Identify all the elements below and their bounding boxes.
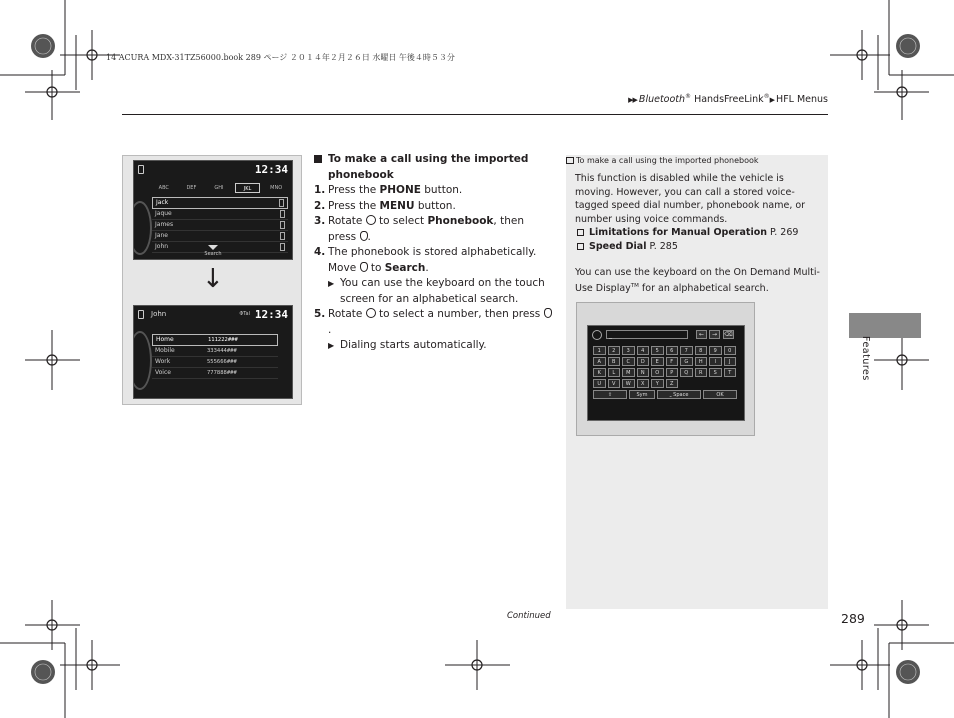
- status-indicator: ΦTal: [239, 311, 250, 317]
- step-text: to select a number, then press: [375, 308, 544, 320]
- keyboard-bottom-row: [593, 390, 741, 399]
- keyboard-row: [593, 379, 741, 388]
- cursor-left-button[interactable]: ←: [696, 330, 707, 339]
- keyboard-key[interactable]: 3: [622, 346, 635, 355]
- symbol-button[interactable]: Sym: [629, 390, 655, 399]
- list-item[interactable]: [152, 220, 288, 231]
- alphabet-tab[interactable]: JKL: [235, 183, 261, 193]
- keyboard-key[interactable]: P: [666, 368, 679, 377]
- number-type-label: Voice: [155, 369, 171, 376]
- step-3: [314, 214, 554, 245]
- number-type-label: Home: [156, 336, 174, 343]
- phone-icon: [138, 165, 144, 174]
- step-4-note: [314, 276, 554, 307]
- step-5: [314, 307, 554, 338]
- alphabet-tab[interactable]: GHI: [214, 185, 224, 191]
- keyboard-key[interactable]: O: [651, 368, 664, 377]
- header-rule: [122, 114, 828, 115]
- keyboard-key[interactable]: A: [593, 357, 606, 366]
- ok-button[interactable]: OK: [703, 390, 737, 399]
- phonebook-label: Phonebook: [427, 215, 494, 227]
- step-number: 1.: [314, 184, 326, 196]
- step-1: [314, 183, 554, 199]
- interface-dial-rotate-icon: [366, 308, 376, 318]
- table-row[interactable]: [152, 346, 278, 357]
- keyboard-key[interactable]: C: [622, 357, 635, 366]
- keyboard-key[interactable]: 7: [680, 346, 693, 355]
- keyboard-row: [593, 346, 741, 355]
- list-item[interactable]: [152, 231, 288, 242]
- step-number: 4.: [314, 246, 326, 258]
- keyboard-key[interactable]: R: [695, 368, 708, 377]
- keyboard-key[interactable]: E: [651, 357, 664, 366]
- keyboard-key[interactable]: G: [680, 357, 693, 366]
- step-number: 2.: [314, 199, 326, 212]
- sidebar-body: [575, 172, 820, 295]
- table-row[interactable]: [152, 357, 278, 368]
- reference-limitations[interactable]: [575, 226, 820, 240]
- phone-icon: [138, 310, 144, 319]
- keyboard-row: [593, 357, 741, 366]
- instructions-heading: To make a call using the imported phonebook: [314, 152, 554, 183]
- interface-dial-rotate-icon: [366, 215, 376, 225]
- note-marker-icon: [566, 157, 574, 164]
- keyboard-key[interactable]: F: [666, 357, 679, 366]
- alphabet-tabs: [152, 183, 288, 193]
- interface-dial-press-icon: [544, 308, 552, 318]
- step-text: Rotate: [328, 215, 366, 227]
- phone-number: 333444###: [207, 348, 237, 354]
- sidebar-text: for an alphabetical search.: [638, 282, 769, 294]
- clock: 12:34: [254, 163, 288, 176]
- step-text: .: [328, 323, 332, 336]
- search-label: Search: [384, 261, 426, 274]
- reference-title: Limitations for Manual Operation: [589, 227, 767, 238]
- sidebar-paragraph: [575, 266, 820, 295]
- keyboard-key[interactable]: Y: [651, 379, 664, 388]
- keyboard-key[interactable]: W: [622, 379, 635, 388]
- phone-number: 777888###: [207, 370, 237, 376]
- keyboard-toolbar: [592, 330, 740, 340]
- keyboard-key[interactable]: 6: [666, 346, 679, 355]
- registered-mark: ®: [685, 93, 692, 100]
- delete-button[interactable]: ⌫: [724, 331, 733, 338]
- section-thumb-tab: [849, 313, 921, 338]
- contact-name: Jane: [155, 232, 168, 239]
- keyboard-key[interactable]: Q: [680, 368, 693, 377]
- phone-number: 111222###: [208, 337, 238, 343]
- menu-button-label: MENU: [379, 199, 415, 212]
- number-type-label: Mobile: [155, 347, 175, 354]
- keyboard-key[interactable]: H: [695, 357, 708, 366]
- step-text: to select: [375, 215, 428, 227]
- down-arrow-icon: ↓: [202, 264, 224, 294]
- step-text: .: [425, 261, 429, 274]
- keyboard-key[interactable]: X: [637, 379, 650, 388]
- step-text: , then press: [328, 215, 524, 243]
- keyboard-key[interactable]: 1: [593, 346, 606, 355]
- breadcrumb-sep: ▶: [769, 96, 775, 105]
- step-text: Press the: [328, 184, 380, 196]
- breadcrumb-bluetooth: Bluetooth: [638, 94, 686, 106]
- phonebook-icon: [592, 330, 602, 340]
- contact-detail-screen: [133, 305, 293, 399]
- phone-button-label: PHONE: [379, 184, 421, 196]
- phone-number: 555666###: [207, 359, 237, 365]
- keyboard-key[interactable]: 4: [637, 346, 650, 355]
- number-type-label: Work: [155, 358, 171, 365]
- keyboard-key[interactable]: Z: [666, 379, 679, 388]
- reference-page: P. 285: [646, 240, 678, 252]
- step-number: 3.: [314, 215, 326, 227]
- reference-speed-dial[interactable]: [575, 240, 820, 254]
- step-5-note: [314, 338, 554, 354]
- alphabet-tab[interactable]: MNO: [270, 185, 283, 191]
- dial-knob-graphic: [133, 331, 152, 390]
- sidebar-paragraph: This function is disabled while the vehicle is moving. However, you can call a stored voice-tagged speed dial number, phonebook name, or number using voice commands.: [575, 173, 806, 225]
- clock: 12:34: [254, 308, 288, 321]
- step-text: button.: [414, 199, 456, 212]
- section-tab-label: Features: [860, 336, 871, 381]
- keyboard-key[interactable]: M: [622, 368, 635, 377]
- keyboard-key[interactable]: T: [724, 368, 737, 377]
- contact-name: John: [155, 243, 169, 250]
- reference-title: Speed Dial: [589, 240, 647, 252]
- keyboard-key[interactable]: V: [608, 379, 621, 388]
- note-text: You can use the keyboard on the touch screen for an alphabetical search.: [340, 277, 545, 305]
- step-text: Press the: [328, 199, 380, 212]
- keyboard-key[interactable]: N: [637, 368, 650, 377]
- phone-icon: [280, 232, 285, 240]
- step-number: 5.: [314, 308, 326, 320]
- note-text: Dialing starts automatically.: [340, 339, 487, 351]
- keyboard-key[interactable]: S: [709, 368, 722, 377]
- shift-button[interactable]: ⇧: [593, 390, 627, 399]
- alphabet-tab[interactable]: DEF: [186, 185, 197, 191]
- breadcrumb-prefix: ▶▶: [628, 96, 637, 105]
- phone-icon: [280, 221, 285, 229]
- note-arrow-icon: ▶: [328, 341, 335, 350]
- table-row[interactable]: [152, 368, 278, 379]
- keyboard-key[interactable]: D: [637, 357, 650, 366]
- phone-icon: [280, 210, 285, 218]
- step-text: .: [367, 230, 371, 243]
- keyboard-key[interactable]: J: [724, 357, 737, 366]
- keyboard-key[interactable]: B: [608, 357, 621, 366]
- table-row[interactable]: [152, 334, 278, 346]
- interface-dial-move-icon: [360, 262, 368, 272]
- keyboard-key[interactable]: L: [608, 368, 621, 377]
- space-button[interactable]: ⎵ Space: [657, 390, 701, 399]
- keyboard-screen: [587, 325, 745, 421]
- interface-dial-press-icon: [360, 231, 368, 241]
- step-4: [314, 245, 554, 276]
- search-input[interactable]: _: [606, 330, 688, 339]
- step-text: The phonebook is stored alphabetically. Move: [328, 246, 537, 274]
- phonebook-list-screen: [133, 160, 293, 260]
- alphabet-tab[interactable]: ABC: [158, 185, 169, 191]
- breadcrumb-hfl: HandsFreeLink: [691, 94, 764, 106]
- sidebar-title-text: To make a call using the imported phonebook: [576, 156, 759, 165]
- reference-page: P. 269: [767, 227, 799, 238]
- contact-name: Jack: [156, 199, 169, 206]
- instructions: [314, 152, 554, 354]
- keyboard-key[interactable]: 9: [709, 346, 722, 355]
- contact-numbers: [152, 334, 278, 379]
- note-arrow-icon: ▶: [328, 279, 335, 288]
- keyboard-key[interactable]: U: [593, 379, 606, 388]
- breadcrumb-menus: HFL Menus: [776, 94, 828, 106]
- keyboard-keys: [593, 346, 741, 399]
- registered-mark: ®: [763, 93, 770, 100]
- sidebar-title: [566, 156, 759, 165]
- phone-icon: [279, 199, 284, 207]
- page-number: 289: [841, 611, 865, 626]
- list-item[interactable]: [152, 197, 288, 209]
- step-text: Rotate: [328, 308, 366, 320]
- keyboard-key[interactable]: 0: [724, 346, 737, 355]
- keyboard-key[interactable]: 5: [651, 346, 664, 355]
- contact-name: James: [155, 221, 174, 228]
- continued-label: Continued: [507, 611, 551, 621]
- step-text: button.: [420, 184, 463, 196]
- sidebar-text: You can use the keyboard on the On Demand Multi-Use Display: [575, 267, 820, 294]
- print-header: 14 ACURA MDX-31TZ56000.book 289 ページ ２０１４年２月２６日 水曜日 午後４時５３分: [106, 53, 455, 62]
- breadcrumb: [628, 93, 828, 105]
- keyboard-row: [593, 368, 741, 377]
- keyboard-figure: [576, 302, 755, 436]
- step-2: [314, 199, 554, 215]
- contact-name: Jaque: [155, 210, 172, 217]
- search-hint: Search: [134, 245, 292, 257]
- keyboard-key[interactable]: I: [709, 357, 722, 366]
- contact-name: John: [151, 310, 167, 318]
- keyboard-key[interactable]: K: [593, 368, 606, 377]
- keyboard-key[interactable]: 2: [608, 346, 621, 355]
- trademark-mark: TM: [630, 282, 639, 289]
- cursor-right-button[interactable]: →: [709, 330, 720, 339]
- step-text: to: [367, 261, 385, 274]
- keyboard-key[interactable]: 8: [695, 346, 708, 355]
- list-item[interactable]: [152, 209, 288, 220]
